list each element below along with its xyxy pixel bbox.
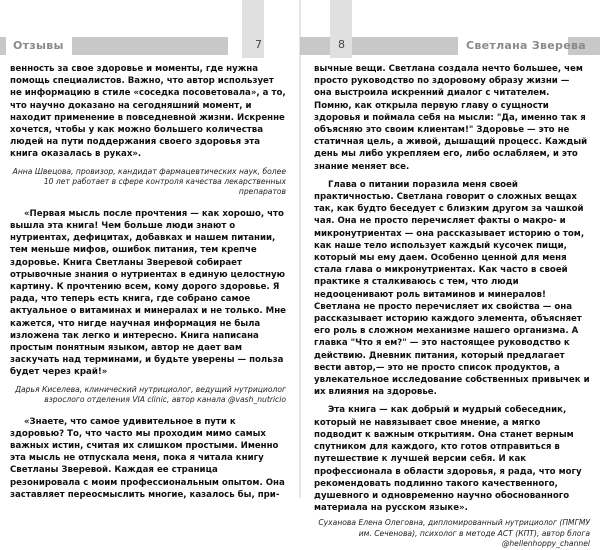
reviewer-signature: Анна Швецова, провизор, кандидат фармацевтических наук, более 10 лет работает в сфере контроля качества лекарственных препаратов <box>12 166 286 197</box>
reviewer-signature: Дарья Киселева, клинический нутрициолог, ведущий нутрициолог взрослого отделения VIA clinic, автор канала @vash_nutricio <box>15 384 286 405</box>
right-page-body <box>314 63 590 550</box>
review-paragraph: «Первая мысль после прочтения — как хорошо, что вышла эта книга! Чем больше люди знают о нутриентах, дефицитах, добавках и нашем питании, тем меньше мифов, ошибок питания, тем крепче здоровье. Книга Светланы Зверевой собирает отрывочные знания о нутриентах в единую целостную картину. К прочтению всем, кому дорого здоровье. Я рада, что теперь есть книга, где собрано самое актуальное о витаминах и минералах и не только. Мне кажется, что нигде научная информация не была изложена так легко и интересно. Книга написана простым понятным языком, автор не дает вам заскучать над терминами, и будьте уверены — польза будет через край!» <box>10 208 286 378</box>
review-paragraph: «Знаете, что самое удивительное в пути к здоровью? То, что часто мы проходим мимо самых важных истин, считая их слишком простыми. Именно эта мысль не отпускала меня, пока я читала книгу Светланы Зверевой. Каждая ее страница резонировала с моим профессиональным опытом. Она заставляет переосмыслить многие, казалось бы, при- <box>10 416 285 500</box>
left-page-body <box>10 63 286 501</box>
review-paragraph: венность за свое здоровье и моменты, где нужна помощь специалистов. Важно, что автор использует не информацию в стиле «соседка посоветовала», а то, что научно доказано на сегодняшний момент, и находит применение в повседневной жизни. Искренне хочется, чтобы у как можно большего количества людей на пути поддержания своего здоровья эта книга оказалась в руках». <box>10 64 286 160</box>
section-title-right: Светлана Зверева <box>466 39 586 52</box>
review-paragraph: Эта книга — как добрый и мудрый собеседник, который не навязывает свое мнение, а мягко подводит к важным открытиям. Она станет верным спутником для каждого, кто готов отправиться в путешествие к лучшей версии себя. И как профессионала в области здоровья, я рада, что могу рекомендовать подлинно такого качественного, душевного и одновременно научно обоснованного материала на русском языке». <box>314 405 582 514</box>
page-number-left: 7 <box>255 38 262 51</box>
reviewer-signature: Суханова Елена Олеговна, дипломированный нутрициолог (ПМГМУ им. Сеченова), психолог в методе АСТ (КПТ), автор блога @hellenhoppy_channel <box>318 518 590 549</box>
page-number-right: 8 <box>338 38 345 51</box>
header-bar-left-edge <box>0 37 6 55</box>
section-title-left: Отзывы <box>13 39 64 52</box>
review-paragraph: вычные вещи. Светлана создала нечто большее, чем просто руководство по здоровому образу жизни — она выстроила искренний диалог с читателем. Помню, как открыла первую главу о сущности здоровья и поймала себя на мысли: "Да, именно так я объясняю это своим клиентам!" Здоровье — это не статичная цель, а живой, дышащий процесс. Каждый день мы либо укрепляем его, либо ослабляем, и это знание меняет все. <box>314 64 588 172</box>
header-bar-left <box>72 37 228 55</box>
header-bar-right <box>300 37 458 55</box>
book-spine <box>299 0 301 498</box>
review-paragraph: Глава о питании поразила меня своей практичностью. Светлана говорит о сложных вещах так, как будто беседует с близким другом за чашкой чая. Она не просто перечисляет факты о макро- и микронутриентах — она рассказывает историю о том, как наше тело использует каждый кусочек пищи, который мы ему даем. Особенно ценной для меня стала глава о микронутриентах. Как часто в своей практике я сталкиваюсь с тем, что люди недооценивают роль витаминов и минералов! Светлана не просто перечисляет их свойства — она рассказывает историю каждого элемента, объясняет его роль в сложном механизме нашего организма. А главка "Что я ем?" — это настоящее руководство к действию. Дневник питания, который предлагает вести автор,— это не просто список продуктов, а увлекательное исследование собственных привычек и их влияния на здоровье. <box>314 179 590 398</box>
